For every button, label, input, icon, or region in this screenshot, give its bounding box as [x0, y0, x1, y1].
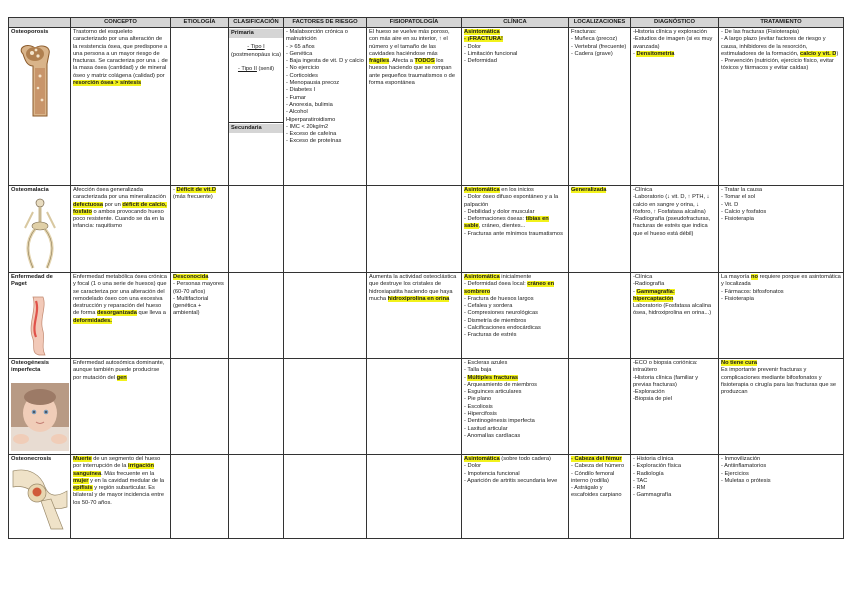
list-item: Fracturas: [571, 29, 597, 35]
concepto-cell [71, 28, 171, 186]
list-item: - Inmovilización [721, 456, 761, 462]
fisio-highlight: frágiles [369, 58, 390, 65]
clinica-text: (sobre todo cadera) [499, 456, 551, 462]
list-item: - Calcificaciones endocárdicas [464, 325, 541, 332]
bowed-legs-skeleton-illustration [19, 198, 61, 270]
list-item: - Pie plano [464, 396, 492, 403]
header-factores: FACTORES DE RIESGO [284, 18, 367, 28]
list-item: Hiperparatiroidismo [286, 116, 336, 123]
header-diagnostico: DIAGNÓSTICO [631, 18, 719, 28]
header-empty [9, 18, 71, 28]
list-item: - RM [633, 485, 646, 492]
list-item: - Malabsorción crónica o malnutrición [286, 29, 348, 43]
list-item: - IMC < 20kg/m2 [286, 123, 329, 130]
clinica-cell [462, 273, 569, 359]
list-item: - Limitación funcional [464, 50, 518, 57]
list-item: - TAC [633, 477, 648, 484]
list-item: - Talla baja [464, 367, 492, 374]
header-etiologia: ETIOLOGÍA [171, 18, 229, 28]
fisio-highlight: TODOS [414, 58, 435, 65]
list-item: - Dolor [464, 463, 482, 470]
list-item: - Antiinflamatorios [721, 463, 767, 470]
list-item: - A largo plazo (evitar factores de riesgo y causa, inhibidores de la resorción, estimuladores de la formación, [721, 36, 826, 57]
clinica-cell [462, 359, 569, 455]
clasificacion-tipo2: - Tipo II [237, 65, 257, 72]
list-item: - Genética [286, 50, 313, 57]
tratamiento-highlight: no [751, 274, 758, 280]
concepto-cell [71, 273, 171, 359]
list-item: - De las fracturas (Fisioterapia) [721, 29, 800, 35]
list-item: - [464, 374, 468, 381]
factores-cell [284, 28, 367, 186]
factores-cell [284, 455, 367, 539]
list-item: - Historia clínica [633, 456, 674, 462]
concepto-highlight: epífisis [73, 485, 93, 492]
list-item: - Gammagrafía [633, 492, 672, 499]
list-item: Laboratorio (Fosfatasa alcalina ósea, hidroxiprolina en orina...) [633, 303, 712, 317]
etiologia-highlight: Desconocida [173, 274, 209, 280]
list-item: - Cadera (grave) [571, 50, 613, 57]
list-item: - Esguinces articulares [464, 389, 522, 396]
table-row [9, 455, 844, 539]
concepto-text: que lleva a [136, 310, 166, 317]
concepto-text: o ambos provocando hueso poco resistente. Cuando se da en la infancia: raquitismo [73, 208, 165, 230]
clasificacion-cell [229, 359, 284, 455]
list-item: - Cefalea y sordera [464, 303, 513, 310]
list-item: -Radiografía (pseudofracturas, fracturas de estrés que indica que el hueso está débil) [633, 216, 711, 237]
factores-cell [284, 273, 367, 359]
row-name: Enfermedad de Paget [11, 274, 53, 288]
tratamiento-cell [719, 186, 844, 273]
clinica-text: inicialmente [499, 274, 532, 280]
list-item: - Ejercicios [721, 470, 749, 477]
list-item: - No ejercicio [286, 65, 320, 72]
list-item: - Exceso de cafeína [286, 131, 337, 138]
list-item: -Laboratorio (↓ vit. D, ↑ PTH, ↓ calcio en sangre y orina, ↓ fósforo, ↑ Fosfatasa alcalina) [633, 194, 710, 215]
etiologia-cell [171, 273, 229, 359]
list-item: - Diabetes I [286, 87, 316, 94]
clinica-highlight: tibias en sable [464, 216, 549, 230]
list-item: - Arqueamiento de miembros [464, 381, 538, 388]
clasificacion-cell [229, 186, 284, 273]
list-item: - Fracturas de estrés [464, 332, 517, 339]
list-item: - [633, 50, 637, 57]
etiologia-cell [171, 186, 229, 273]
hip-joint-illustration [11, 467, 69, 531]
etiologia-highlight: Déficit de vit.D [176, 187, 216, 193]
clinica-highlight: Asintomática [464, 187, 500, 193]
fisiopatologia-cell [367, 186, 462, 273]
row-name: Osteogénesis imperfecta [11, 360, 50, 374]
list-item: - Dismetría de miembros [464, 317, 527, 324]
list-item: ) [836, 50, 839, 57]
localizaciones-cell [569, 273, 631, 359]
clasificacion-tipo1: - Tipo I [247, 44, 265, 51]
list-item: - Anorexia, bulimia [286, 101, 333, 108]
list-item: - Prevención (nutrición, ejercicio físico, evitar tóxicos y fármacos y evitar caídas) [721, 58, 834, 72]
list-item: - Laxitud articular [464, 425, 508, 432]
concepto-text: Enfermedad metabólica ósea crónica y focal (1 o una serie de huesos) que se caracteriza por una alteración del remodelado óseo con una excesiva destrucción y reparación del hueso de forma [73, 274, 167, 317]
fisio-text: los huesos haciendo que se rompan ante pequeños traumatismos o de forma espontánea [369, 58, 455, 87]
tratamiento-cell [719, 28, 844, 186]
row-name-cell [9, 455, 71, 539]
diagnostico-cell [631, 273, 719, 359]
localizaciones-highlight: - Cabeza del fémur [571, 456, 622, 462]
fisio-highlight: hidroxiprolina en orina [387, 295, 450, 302]
clinica-cell [462, 455, 569, 539]
list-item: - Hipercifosis [464, 411, 497, 418]
list-item: - Escoliosis [464, 403, 493, 410]
summary-table-sheet [8, 17, 843, 539]
concepto-highlight: resorción ósea > síntesis [73, 80, 142, 87]
diagnostico-cell [631, 359, 719, 455]
list-item: - Vertebral (frecuente) [571, 43, 627, 50]
clinica-highlight: Asintomática [464, 29, 500, 35]
list-item: - Fractura de huesos largos [464, 295, 534, 302]
list-item: -Clínica [633, 187, 653, 193]
list-item: -ECO o biopsia coriónica: intraútero [633, 360, 698, 374]
header-localizaciones: LOCALIZACIONES [569, 18, 631, 28]
diagnostico-cell [631, 186, 719, 273]
list-item: -Historia clínica (familiar y previas fracturas) [633, 374, 699, 388]
etiologia-text: (más frecuente) [173, 194, 213, 201]
diagnostico-highlight: Gammagrafía: hipercaptación [633, 288, 675, 302]
table-row [9, 28, 844, 186]
row-name-cell [9, 28, 71, 186]
list-item: - Compresiones neurológicas [464, 310, 538, 317]
list-item: - Dolor óseo difuso espontáneo y a la palpación [464, 194, 559, 208]
header-fisiopatologia: FISIOPATOLOGÍA [367, 18, 462, 28]
header-clasificacion: CLASIFICACIÓN [229, 18, 284, 28]
infant-photo-illustration [11, 383, 69, 451]
header-row [9, 18, 844, 28]
fisiopatologia-cell [367, 455, 462, 539]
list-item: - Aparición de artritis secundaria leve [464, 477, 558, 484]
fisio-text: Aumenta la actividad osteoclástica que destruye los cristales de hidroxiapatita haciendo que haya mucha [369, 274, 457, 302]
header-clinica: CLÍNICA [462, 18, 569, 28]
tratamiento-cell [719, 359, 844, 455]
row-name: Osteoporosis [11, 29, 49, 35]
row-name: Osteonecrosis [11, 456, 52, 462]
list-item: - Exceso de proteínas [286, 138, 342, 145]
list-item: - Muñeca (precoz) [571, 36, 618, 43]
list-item: - Dolor [464, 43, 482, 50]
table-row [9, 186, 844, 273]
list-item: - Escleras azules [464, 360, 508, 366]
list-item: -Radiografía [633, 281, 665, 288]
list-item: - [633, 288, 637, 295]
concepto-highlight: desorganizada [97, 310, 137, 317]
clasificacion-cell [229, 28, 284, 186]
etiologia-cell [171, 455, 229, 539]
list-item: -Biopsia de piel [633, 396, 672, 403]
list-item: - Fracturas ante mínimos traumatismos [464, 230, 563, 237]
clasificacion-tipo1-desc: (postmenopáus ica) [231, 51, 281, 58]
concepto-text: y región subarticular. Es bilateral y de mayor incidencia entre los 50-70 años. [73, 485, 165, 506]
factores-cell [284, 186, 367, 273]
list-item: - Astrágalo y escafoides carpiano [571, 485, 622, 499]
list-item: - Baja ingesta de vit. D y calcio [286, 58, 364, 65]
concepto-text: Afección ósea generalizada caracterizada por una mineralización [73, 187, 166, 201]
list-item: - Fisioterapia [721, 216, 754, 223]
concepto-highlight: deformidades. [73, 317, 112, 324]
fisio-text: El hueso se vuelve más poroso, con más aire en su interior, ↑ el número y el tamaño de las cavidades haciéndose más [369, 29, 450, 57]
tratamiento-cell [719, 273, 844, 359]
list-item: - Exploración física [633, 463, 682, 470]
table-row [9, 359, 844, 455]
concepto-highlight: defectuosa [73, 201, 104, 208]
list-item: - Multifactorial (genética + ambiental) [173, 295, 209, 317]
clinica-cell [462, 186, 569, 273]
list-item: - Dentinogénesis imperfecta [464, 418, 535, 425]
row-name-cell [9, 186, 71, 273]
concepto-highlight: irrigación sanguínea [73, 463, 154, 477]
etiologia-cell [171, 28, 229, 186]
list-item: - Corticoides [286, 72, 318, 79]
table-row [9, 273, 844, 359]
list-item: - Fumar [286, 94, 306, 101]
clinica-highlight: Múltiples fracturas [467, 374, 519, 381]
list-item: -Exploración [633, 389, 665, 396]
clasificacion-primaria: Primaria [229, 29, 283, 38]
list-item: - Debilidad y dolor muscular [464, 208, 535, 215]
concepto-cell [71, 186, 171, 273]
etiologia-cell [171, 359, 229, 455]
concepto-text: y en la cavidad medular de la [88, 477, 165, 484]
fisiopatologia-cell [367, 273, 462, 359]
concepto-cell [71, 359, 171, 455]
clasificacion-secundaria: Secundaria [229, 124, 283, 133]
diagnostico-highlight: Densitometría [636, 50, 675, 57]
row-name-cell [9, 273, 71, 359]
tratamiento-highlight: calcio y vit. D [800, 50, 837, 57]
list-item: requiere porque es asintomática y localizada [721, 274, 841, 288]
row-name-cell [9, 359, 71, 455]
list-item: -Clínica [633, 274, 653, 280]
header-concepto: CONCEPTO [71, 18, 171, 28]
list-item: - Anomalías cardíacas [464, 432, 521, 439]
concepto-text: de un segmento del hueso por interrupción de la [73, 456, 161, 470]
localizaciones-highlight: Generalizada [571, 187, 607, 193]
list-item: - Radiología [633, 470, 664, 477]
list-item: - Calcio y fosfatos [721, 208, 767, 215]
concepto-cell [71, 455, 171, 539]
fisio-text: . Afecta a [389, 58, 415, 65]
concepto-highlight: mujer [73, 477, 89, 484]
list-item: - Tomar el sol [721, 194, 756, 201]
list-item: - Fisioterapia [721, 295, 754, 302]
list-item: - Tratar la causa [721, 187, 763, 193]
fisiopatologia-cell [367, 28, 462, 186]
tratamiento-highlight: No tiene cura [721, 360, 758, 366]
etiologia-text: - [173, 187, 177, 193]
clasificacion-tipo2-desc: (senil) [258, 65, 275, 72]
list-item: -Historia clínica y exploración [633, 29, 707, 35]
list-item: - Cabeza del húmero [571, 463, 625, 470]
clinica-highlight: cráneo en sombrero [464, 281, 555, 295]
list-item: - Deformidad [464, 58, 497, 65]
list-item: - Personas mayores (60-70 años) [173, 281, 224, 295]
clinica-cell [462, 28, 569, 186]
list-item: - Deformaciones óseas: [464, 216, 526, 223]
list-item: - Fármacos: bifosfonatos [721, 288, 784, 295]
localizaciones-cell [569, 28, 631, 186]
tratamiento-cell [719, 455, 844, 539]
clinica-highlight: Asintomática [464, 274, 500, 280]
diagnostico-cell [631, 28, 719, 186]
list-item: - Cóndilo femoral interno (rodilla) [571, 470, 615, 484]
concepto-highlight: gen [116, 374, 127, 381]
clinica-highlight: - ¡FRACTURA! [464, 36, 503, 43]
fisiopatologia-cell [367, 359, 462, 455]
row-name: Osteomalacia [11, 187, 49, 193]
list-item: Es importante prevenir fracturas y complicaciones mediante bifosfonatos y fisioterapia o cirugía para las fracturas que se produzcan [721, 367, 837, 396]
concepto-text: Trastorno del esqueleto caracterizado por una alteración de la resistencia ósea, que predispone a una persona a un mayor riesgo de fracturas. Se caracteriza por una ↓ de la masa ósea (cantidad) y de mineral óseo y matriz colágena (calidad) por [73, 29, 168, 79]
localizaciones-cell [569, 186, 631, 273]
clasificacion-cell [229, 273, 284, 359]
list-item: - Alcohol [286, 109, 308, 116]
concepto-highlight: déficit de calcio, fosfato [73, 201, 167, 215]
clinica-text: , cráneo, dientes... [478, 223, 526, 230]
clinica-text: - Deformidad ósea local: [464, 281, 528, 288]
concepto-highlight: Muerte [73, 456, 92, 462]
factores-cell [284, 359, 367, 455]
list-item: - Impotencia funcional [464, 470, 520, 477]
osteoporotic-bone-illustration [13, 42, 67, 118]
localizaciones-cell [569, 455, 631, 539]
list-item: - > 65 años [286, 43, 315, 50]
diagnostico-cell [631, 455, 719, 539]
clinica-highlight: Asintomática [464, 456, 500, 462]
list-item: - Vit. D [721, 201, 739, 208]
deformed-leg-illustration [23, 295, 57, 357]
list-item: - Muletas o prótesis [721, 477, 771, 484]
bone-diseases-table [8, 17, 844, 539]
clasificacion-cell [229, 455, 284, 539]
concepto-text: . Más frecuente en la [101, 470, 155, 477]
list-item: La mayoría [721, 274, 752, 280]
list-item: - Menopausia precoz [286, 80, 340, 87]
clinica-text: en los inicios [499, 187, 534, 193]
concepto-text: Enfermedad autosómica dominante, aunque también puede producirse por mutación del [73, 360, 165, 381]
concepto-text: por un [103, 201, 123, 208]
header-tratamiento: TRATAMIENTO [719, 18, 844, 28]
list-item: -Estudios de imagen (si es muy avanzada) [633, 36, 713, 50]
localizaciones-cell [569, 359, 631, 455]
